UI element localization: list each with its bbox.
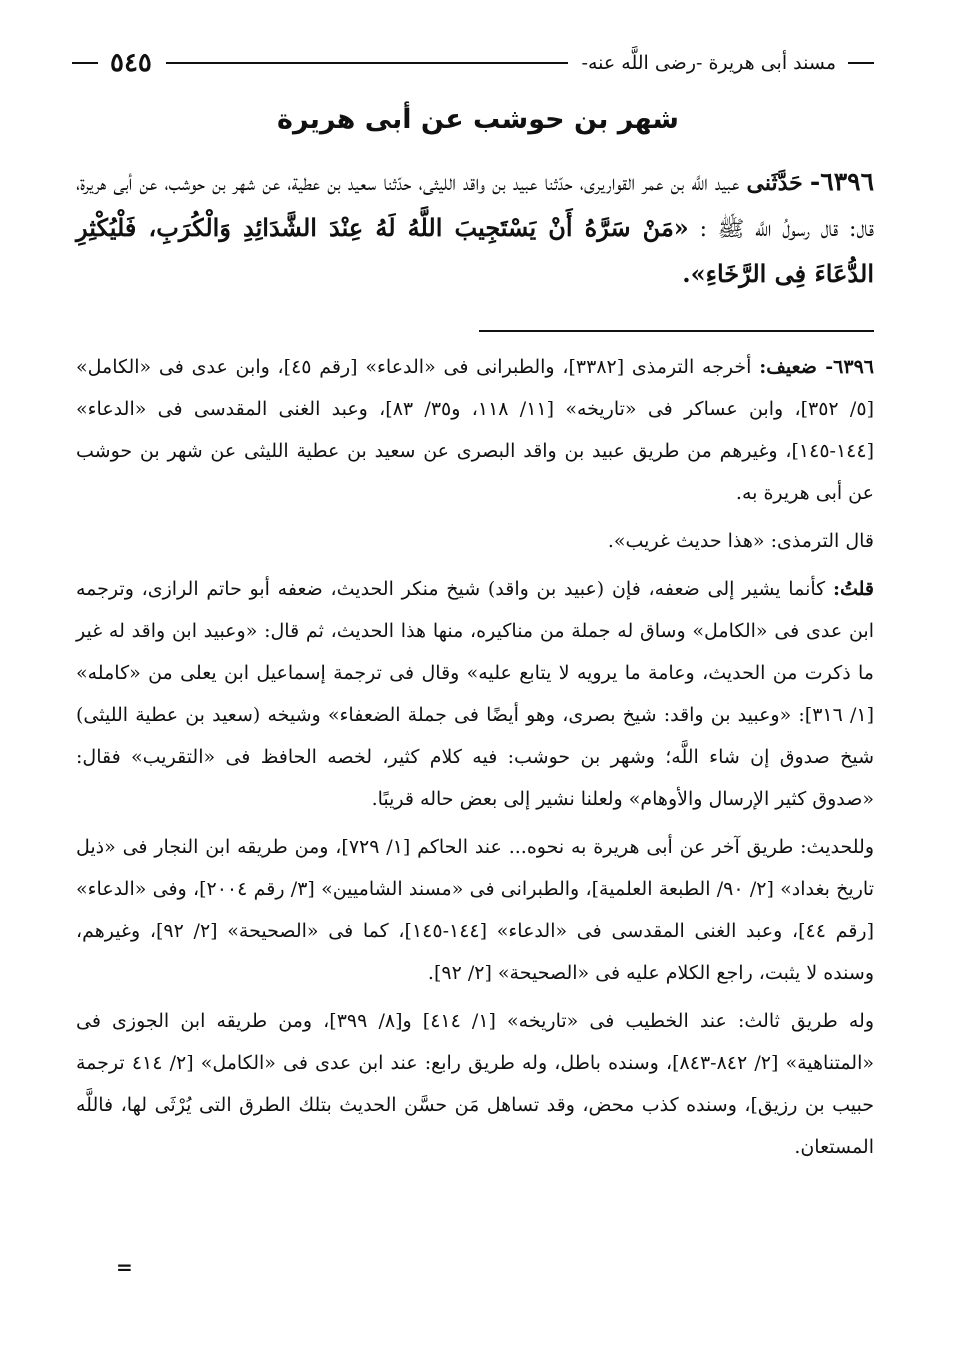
note-tirmidhi: قال الترمذى: «هذا حديث غريب».: [607, 530, 874, 552]
hadith-number: ٦٣٩٦-: [809, 167, 874, 196]
header-dash-right: [848, 62, 874, 64]
footnote-separator: [479, 330, 874, 332]
note-qultu: [76, 568, 874, 820]
note-takhrij-label: ٦٣٩٦- ضعيف:: [759, 356, 874, 378]
header-dash-left: [72, 62, 98, 64]
running-header-title: مسند أبى هريرة -رضى اللَّه عنه-: [581, 52, 836, 74]
section-title: شهر بن حوشب عن أبى هريرة: [277, 104, 679, 135]
hadith-chain: عبيد اللَّه بن عمر القواريرى، حدّثنا عبيد بن واقد الليثى، حدّثنا سعيد بن عطية، عن شهر بن حوشب، عن أبى هريرة، قال: قال رسولُ اللَّه ﷺ :: [76, 171, 874, 242]
continuation-mark: =: [116, 1255, 133, 1279]
hadith-matn: «مَنْ سَرَّهُ أَنْ يَسْتَجِيبَ اللَّهُ لَهُ عِنْدَ الشَّدَائِدِ وَالْكُرَبِ، فَلْيُكْثِرِ الدُّعَاءَ فِى الرَّخَاءِ».: [76, 213, 874, 288]
note-qultu-text: كأنما يشير إلى ضعفه، فإن (عبيد بن واقد) شيخ منكر الحديث، ضعفه أبو حاتم الرازى، وترجمه ابن عدى فى «الكامل» وساق له جملة من مناكيره، منها هذا الحديث، ثم قال: «وعبيد ابن واقد له غير ما ذكرت من الحديث، وعامة ما يرويه لا يتابع عليه» وقال فى ترجمة إسماعيل ابن يعلى من «كامله» [١/ ٣١٦]: «وعبيد بن واقد: شيخ بصرى، وهو أيضًا فى جملة الضعفاء» وشيخه (سعيد بن عطية الليثى) شيخ صدوق إن شاء اللَّه؛ وشهر بن حوشب: فيه كلام كثير، لخصه الحافظ فى «التقريب» فقال: «صدوق كثير الإرسال والأوهام» ولعلنا نشير إلى بعض حاله قريبًا.: [76, 578, 874, 810]
note-third-route: وله طريق ثالث: عند الخطيب فى «تاريخه» [١/ ٤١٤] و[٨/ ٣٩٩]، ومن طريقه ابن الجوزى فى «المتناهية» [٢/ ٨٤٢-٨٤٣]، وسنده باطل، وله طريق رابع: عند ابن عدى فى «الكامل» [٢/ ٤١٤ ترجمة حبيب بن رزيق]، وسنده كذب محض، وقد تساهل مَن حسَّن الحديث بتلك الطرق التى يُرْثَى لها، فاللَّه المستعان.: [76, 1010, 874, 1158]
footnotes: [76, 346, 874, 1174]
hadith-text: [76, 160, 874, 298]
header-rule: [166, 62, 568, 64]
page-number: ٥٤٥: [110, 48, 152, 78]
hadith-haddathani: حَدَّثَنى: [746, 170, 803, 196]
note-qultu-label: قلتُ:: [832, 578, 874, 600]
note-takhrij-text: أخرجه الترمذى [٣٣٨٢]، والطبرانى فى «الدعاء» [رقم ٤٥]، وابن عدى فى «الكامل» [٥/ ٣٥٢]، وابن عساكر فى «تاريخه» [١١/ ١١٨، و٣٥/ ٨٣]، وعبد الغنى المقدسى فى «الدعاء» [١٤٤-١٤٥]، وغيرهم من طريق عبيد بن واقد البصرى عن سعيد بن عطية الليثى عن شهر بن حوشب عن أبى هريرة به.: [76, 356, 874, 504]
note-takhrij: [76, 346, 874, 514]
running-header: [72, 46, 874, 80]
note-second-route: وللحديث: طريق آخر عن أبى هريرة به نحوه... عند الحاكم [١/ ٧٢٩]، ومن طريقه ابن النجار فى «ذيل تاريخ بغداد» [٢/ ٩٠/ الطبعة العلمية]، والطبرانى فى «مسند الشاميين» [٣/ رقم ٢٠٠٤]، وفى «الدعاء» [رقم ٤٤]، وعبد الغنى المقدسى فى «الدعاء» [١٤٤-١٤٥]، كما فى «الصحيحة» [٢/ ٩٢]، وغيرهم، وسنده لا يثبت، راجع الكلام عليه فى «الصحيحة» [٢/ ٩٢].: [76, 836, 874, 984]
